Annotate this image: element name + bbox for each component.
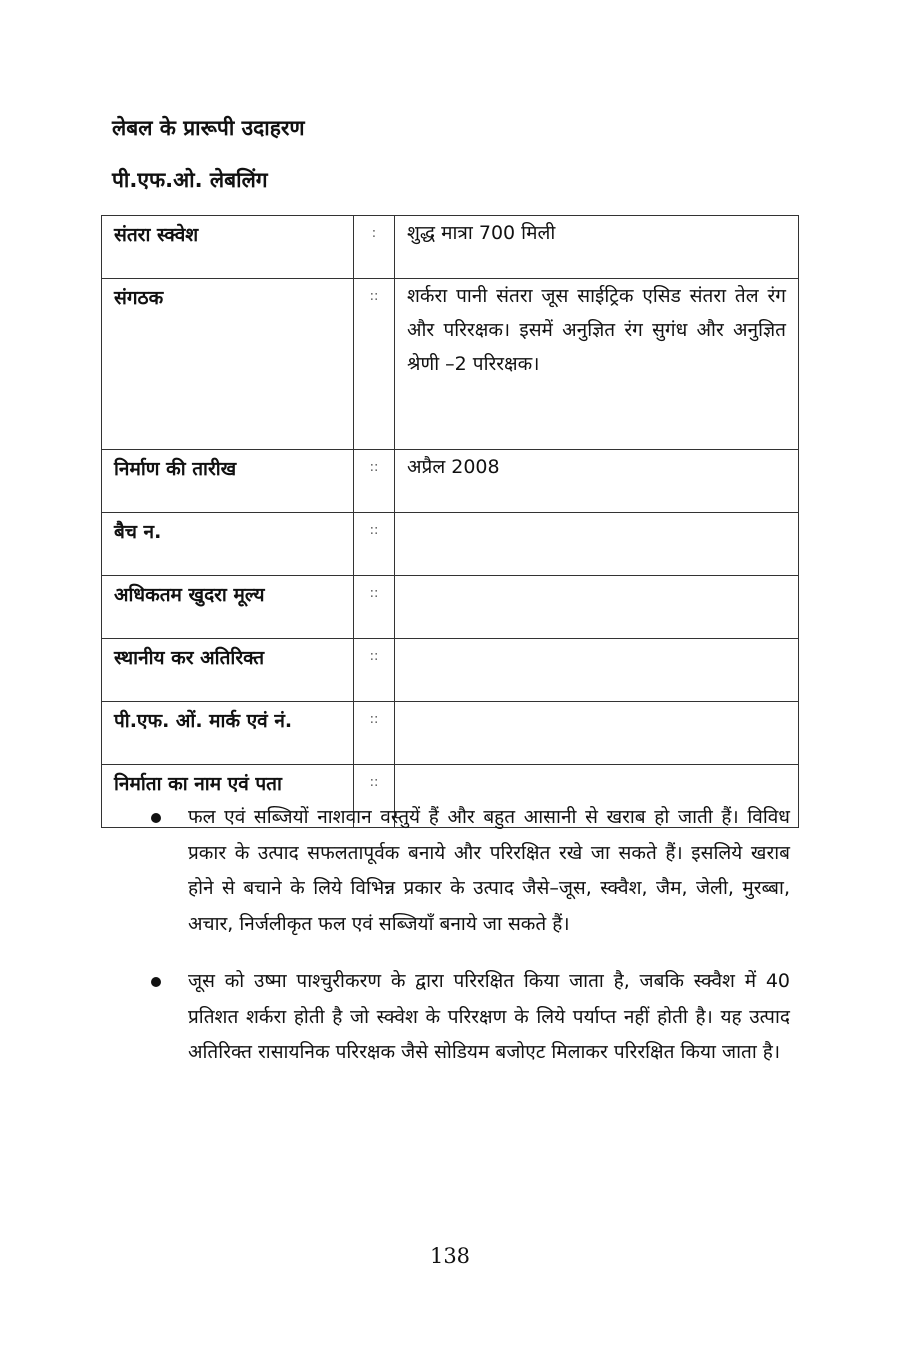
row-value: शर्करा पानी संतरा जूस साईट्रिक एसिड संतरा तेल रंग और परिरक्षक। इसमें अनुज्ञित रंग सुगंध और अनुज्ञित श्रेणी –2 परिरक्षक। (395, 279, 799, 450)
row-value (395, 639, 799, 702)
page-title: लेबल के प्रारूपी उदाहरण (112, 116, 305, 140)
table-row (102, 702, 799, 765)
label-table (101, 215, 799, 828)
bullet-text: जूस को उष्मा पाश्चुरीकरण के द्वारा परिरक्षित किया जाता है, जबकि स्क्वैश में 40 प्रतिशत शर्करा होती है जो स्क्वेश के परिरक्षण के लिये पर्याप्त नहीं होती है। यह उत्पाद अतिरिक्त रासायनिक परिरक्षक जैसे सोडियम बजोएट मिलाकर परिरक्षित किया जाता है। (188, 970, 790, 1063)
row-key: संगठक (102, 279, 354, 450)
list-item (150, 800, 790, 942)
row-separator: :: (354, 576, 395, 639)
row-value: शुद्ध मात्रा 700 मिली (395, 216, 799, 279)
list-item (150, 964, 790, 1071)
row-separator: :: (354, 450, 395, 513)
row-separator: :: (354, 639, 395, 702)
row-key: स्थानीय कर अतिरिक्त (102, 639, 354, 702)
table-row (102, 450, 799, 513)
bullet-icon (151, 813, 161, 823)
row-value (395, 702, 799, 765)
row-separator: :: (354, 702, 395, 765)
row-key: निर्माण की तारीख (102, 450, 354, 513)
table-row (102, 576, 799, 639)
row-separator: :: (354, 765, 395, 828)
row-key: पी.एफ. ओं. मार्क एवं नं. (102, 702, 354, 765)
table-row (102, 639, 799, 702)
page-number: 138 (429, 1244, 471, 1268)
row-key: निर्माता का नाम एवं पता (102, 765, 354, 828)
row-separator: :: (354, 513, 395, 576)
row-value (395, 576, 799, 639)
bullet-icon (151, 977, 161, 987)
bullet-text: फल एवं सब्जियों नाशवान वस्तुयें हैं और बहुत आसानी से खराब हो जाती हैं। विविध प्रकार के उत्पाद सफलतापूर्वक बनाये और परिरक्षित रखे जा सकते हैं। इसलिये खराब होने से बचाने के लिये विभिन्न प्रकार के उत्पाद जैसे–जूस, स्क्वैश, जैम, जेली, मुरब्बा, अचार, निर्जलीकृत फल एवं सब्जियाँ बनाये जा सकते हैं। (188, 806, 790, 935)
bullet-list (150, 800, 790, 1093)
row-key: संतरा स्क्वेश (102, 216, 354, 279)
row-separator: : (354, 216, 395, 279)
section-subtitle: पी.एफ.ओ. लेबलिंग (112, 168, 268, 192)
row-value (395, 513, 799, 576)
table-row (102, 216, 799, 279)
table-row (102, 279, 799, 450)
row-value: अप्रैल 2008 (395, 450, 799, 513)
table-row (102, 513, 799, 576)
row-key: बैच न. (102, 513, 354, 576)
row-separator: :: (354, 279, 395, 450)
row-key: अधिकतम खुदरा मूल्य (102, 576, 354, 639)
